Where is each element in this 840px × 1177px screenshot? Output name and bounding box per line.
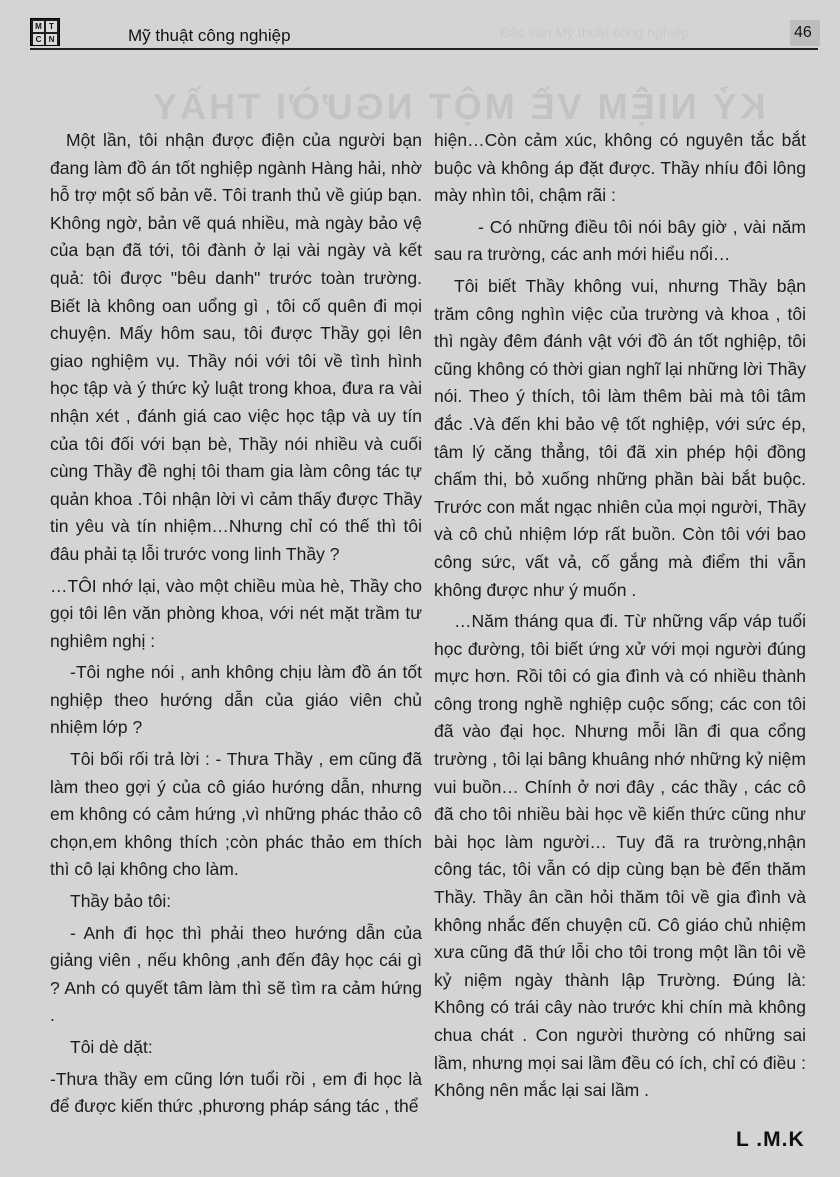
- paragraph: hiện…Còn cảm xúc, không có nguyên tắc bắt buộc và không áp đặt được. Thầy nhíu đôi lông mày nhìn tôi, chậm rãi :: [434, 130, 806, 206]
- paragraph: Thầy bảo tôi:: [70, 891, 172, 912]
- paragraph: - Anh đi học thì phải theo hướng dẫn của giảng viên , nếu không ,anh đến đây học cái gì ? Anh có quyết tâm làm thì sẽ tìm ra cảm hứng .: [50, 922, 422, 1026]
- paragraph: Tôi bối rối trả lời : - Thưa Thầy , em cũng đã làm theo gợi ý của cô giáo hướng dẫn, nhưng em không có cảm hứng ,vì những phác thảo cô chọn,em không thích ;còn phác thảo em thích thì cô lại không cho làm.: [50, 749, 422, 880]
- paragraph: - Có những điều tôi nói bây giờ , vài năm sau ra trường, các anh mới hiểu nổi…: [434, 216, 806, 265]
- article-column-left: [50, 127, 422, 1125]
- bleed-through-title: KỶ NIỆM VỀ MỘT NGƯỜI THẦY: [150, 86, 766, 127]
- author-signature: L .M.K: [736, 1128, 805, 1151]
- article-column-right: [434, 127, 806, 1109]
- page-header: [0, 0, 840, 52]
- paragraph: -Tôi nghe nói , anh không chịu làm đồ án tốt nghiệp theo hướng dẫn của giáo viên chủ nhiệm lớp ?: [50, 662, 422, 738]
- bleed-through-header: Đặc san Mỹ thuật công nghiệp: [500, 24, 690, 40]
- paragraph: Tôi dè dặt:: [70, 1037, 153, 1057]
- paragraph: Tôi biết Thầy không vui, nhưng Thầy bận trăm công nghìn việc của trường và khoa , tôi thì ngày đêm đánh vật với đồ án tốt nghiệp, tôi cũng không có thời gian nghĩ lại những lời Thầy nói. Theo ý thích, tôi làm thêm bài mà tôi tâm đắc .Và đến khi bảo vệ tốt nghiệp, với sức ép, tâm lý căng thẳng, tôi đã xin phép hội đồng chấm thi, bỏ xuống những phần bài bắt buộc. Trước con mắt ngạc nhiên của mọi người, Thầy và cô chủ nhiệm lớp rất buồn. Còn tôi với bao công sức, vất vả, cố gắng mà điểm thi vẫn không được như ý muốn .: [434, 275, 806, 600]
- magazine-logo: [30, 18, 60, 46]
- logo-letter: M: [33, 21, 44, 32]
- paragraph: …TÔI nhớ lại, vào một chiều mùa hè, Thầy cho gọi tôi lên văn phòng khoa, với nét mặt trầm tư nghiêm nghị :: [50, 575, 422, 651]
- page-number: 46: [794, 24, 812, 41]
- paragraph: -Thưa thầy em cũng lớn tuổi rồi , em đi học là để được kiến thức ,phương pháp sáng tác , thể: [50, 1068, 422, 1117]
- header-rule: [30, 48, 818, 50]
- paragraph: …Năm tháng qua đi. Từ những vấp váp tuổi học đường, tôi biết ứng xử với mọi người đúng mực hơn. Rồi tôi có gia đình và có nhiều thành công trong nghề nghiệp cuộc sống; các con tôi đã vào đại học. Nhưng mỗi lần đi qua cổng trường , tôi lại bâng khuâng nhớ những kỷ niệm vui buồn… Chính ở nơi đây , các thầy , các cô đã cho tôi nhiều bài học về kiến thức cũng như bài học làm người… Tuy đã ra trường,nhận công tác, tôi vẫn có dịp cùng bạn bè đến thăm Thầy. Thầy ân cần hỏi thăm tôi về gia đình và không nhắc đến chuyện cũ. Cô giáo chủ nhiệm xưa cũng đã thứ lỗi cho tôi trong một lần tôi về kỷ niệm ngày thành lập Trường. Đúng là: Không có trái cây nào trước khi chín mà không chua chát . Con người thường có những sai lầm, nhưng mọi sai lầm đều có ích, chỉ có điều : Không nên mắc lại sai lầm .: [434, 611, 806, 1101]
- logo-letter: N: [46, 34, 57, 45]
- logo-letter: C: [33, 34, 44, 45]
- section-title: Mỹ thuật công nghiệp: [128, 26, 291, 45]
- paragraph: Một lần, tôi nhận được điện của người bạn đang làm đồ án tốt nghiệp ngành Hàng hải, nhờ hỗ trợ một số bản vẽ. Tôi tranh thủ về giúp bạn. Không ngờ, bản vẽ quá nhiều, mà ngày bảo vệ của bạn đã tới, tôi đành ở lại vài ngày và kết quả: tôi được "bêu danh" trước toàn trường. Biết là không oan uổng gì , tôi cố quên đi mọi chuyện. Mấy hôm sau, tôi được Thầy gọi lên giao nghiệm vụ. Thầy nói với tôi về tình hình học tập và ý thức kỷ luật trong khoa, đưa ra vài nhận xét , đánh giá cao việc học tập và uy tín của tôi đối với bạn bè, Thầy nói nhiều và cuối cùng Thầy đề nghị tôi tham gia làm công tác tự quản khoa .Tôi nhận lời vì cảm thấy được Thầy tin yêu và tín nhiệm…Nhưng chỉ có thế thì tôi đâu phải tạ lỗi trước vong linh Thầy ?: [50, 130, 422, 564]
- logo-letter: T: [46, 21, 57, 32]
